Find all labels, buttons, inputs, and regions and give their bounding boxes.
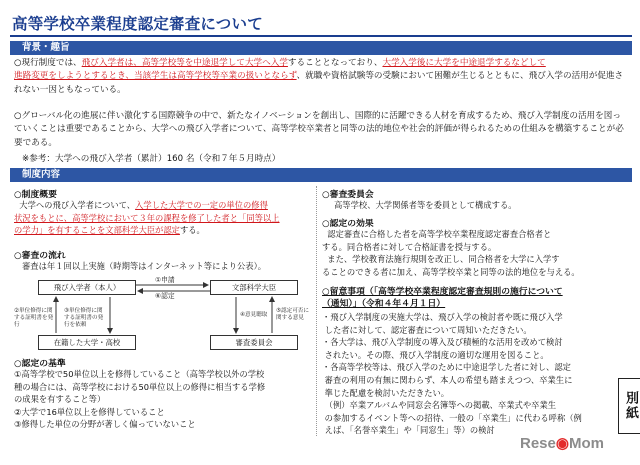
step-issue: ②単位修得に関する証明書を発行 [14, 308, 54, 328]
flow-schedule: 審査は年１回以上実施（時期等はインターネット等により公表）。 [22, 261, 267, 271]
box-student: 飛び入学者（本人） [38, 280, 136, 295]
effect-heading: ○認定の効果 [322, 219, 374, 229]
step-opinion: ⑤認定可否に関する意見 [276, 308, 309, 321]
box-committee: 審査委員会 [210, 335, 298, 350]
resemom-logo: Rese◉Mom [520, 435, 604, 452]
committee-heading: ○審査委員会 [322, 190, 374, 200]
background-paragraph-2: ○グローバル化の進展に伴い激化する国際競争の中で、新たなイノベーションを創出し、国際的に活躍できる人材を育成するため、飛び入学制度の活用を図っていくことは重要であることから、大学への飛び入学者について、高等学校卒業者と同等の法的地位や社会的評価が得られるための仕組みを構築することが必要である。 [14, 111, 624, 148]
background-paragraph-1: ○現行制度では、飛び入学者は、高等学校等を中途退学して大学へ入学することとなっており、大学入学後に大学を中途退学するなどして 進路変更をしようとするとき、当該学生は高等学校等卒業の扱いとならず、就職や資格試験等の受験において困難が生じるとともに、飛び入学の活用が促進されない一因ともなっている。 [14, 58, 624, 95]
notes-list: ・飛び入学制度の実施大学は、飛び入学の検討者や既に飛び入学 した者に対して、認定審査について周知いただきたい。 ・各大学は、飛び入学制度の導入及び積極的な活用を改めて検討 されたい。その際、飛び入学制度の適切な運用を図ること。 ・各高等学校等は、飛び入学のために中途退学した者に対し、認定 審査の利用の有無に関わらず、本人の希望も踏まえつつ、卒業生に 準じた配慮を検討いただきたい。 （例）卒業アルバムや同窓会名簿等への掲載、卒業式や卒業生 の参加するイベント等への招待、一般の「卒業生」に代わる呼称（例 えば、「名誉卒業生」や「同窓生」等）の検討 [322, 312, 582, 436]
attachment-tab: 別紙 [618, 378, 640, 434]
overview-text: 大学への飛び入学者について、入学した大学での一定の単位の修得 状況をもとに、高等学校において３年の課程を修了した者と「同等以上 の学力」を有することを文部科学大臣が認定する。 [14, 200, 280, 236]
reference-note: ※参考：大学への飛び入学者（累計）160 名（令和７年５月時点） [22, 154, 281, 164]
criteria-list: ①高等学校で50単位以上を修得していること（高等学校以外の学校 種の場合には、高等学校における50単位以上の修得に相当する学修 の成果を有すること等） ②大学で16単位以上を修得していること ③修得した単位の分野が著しく偏っていないこと [14, 369, 266, 430]
committee-text: 高等学校、大学関係者等を委員として構成する。 [334, 200, 517, 210]
effect-text: 認定審査に合格した者を高等学校卒業程度認定審査合格者と する。同合格者に対して合格証書を授与する。 また、学校教育法施行規則を改正し、同合格者を大学に入学す ることのできる者に加え、高等学校卒業と同等の法的地位を与える。 [322, 229, 580, 277]
flow-heading: ○審査の流れ [14, 251, 66, 261]
notes-heading: ○留意事項（「高等学校卒業程度認定審査規則の施行について （通知）」（令和４年４月１日） [322, 287, 563, 310]
overview-heading: ○制度概要 [14, 190, 57, 200]
step-hearing: ④意見聴取 [240, 312, 268, 318]
criteria-heading: ○認定の基準 [14, 359, 66, 369]
step-request: ③単位修得に関する証明書の発行を依頼 [64, 308, 104, 328]
step-certify: ⑥認定 [155, 292, 175, 300]
section-header-background: 背景・趣旨 [10, 41, 632, 55]
step-apply: ①申請 [155, 276, 175, 284]
box-mext: 文部科学大臣 [210, 280, 298, 295]
section-header-content: 制度内容 [10, 168, 632, 182]
box-school: 在籍した大学・高校 [38, 335, 136, 350]
page-title: 高等学校卒業程度認定審査について [12, 15, 263, 33]
